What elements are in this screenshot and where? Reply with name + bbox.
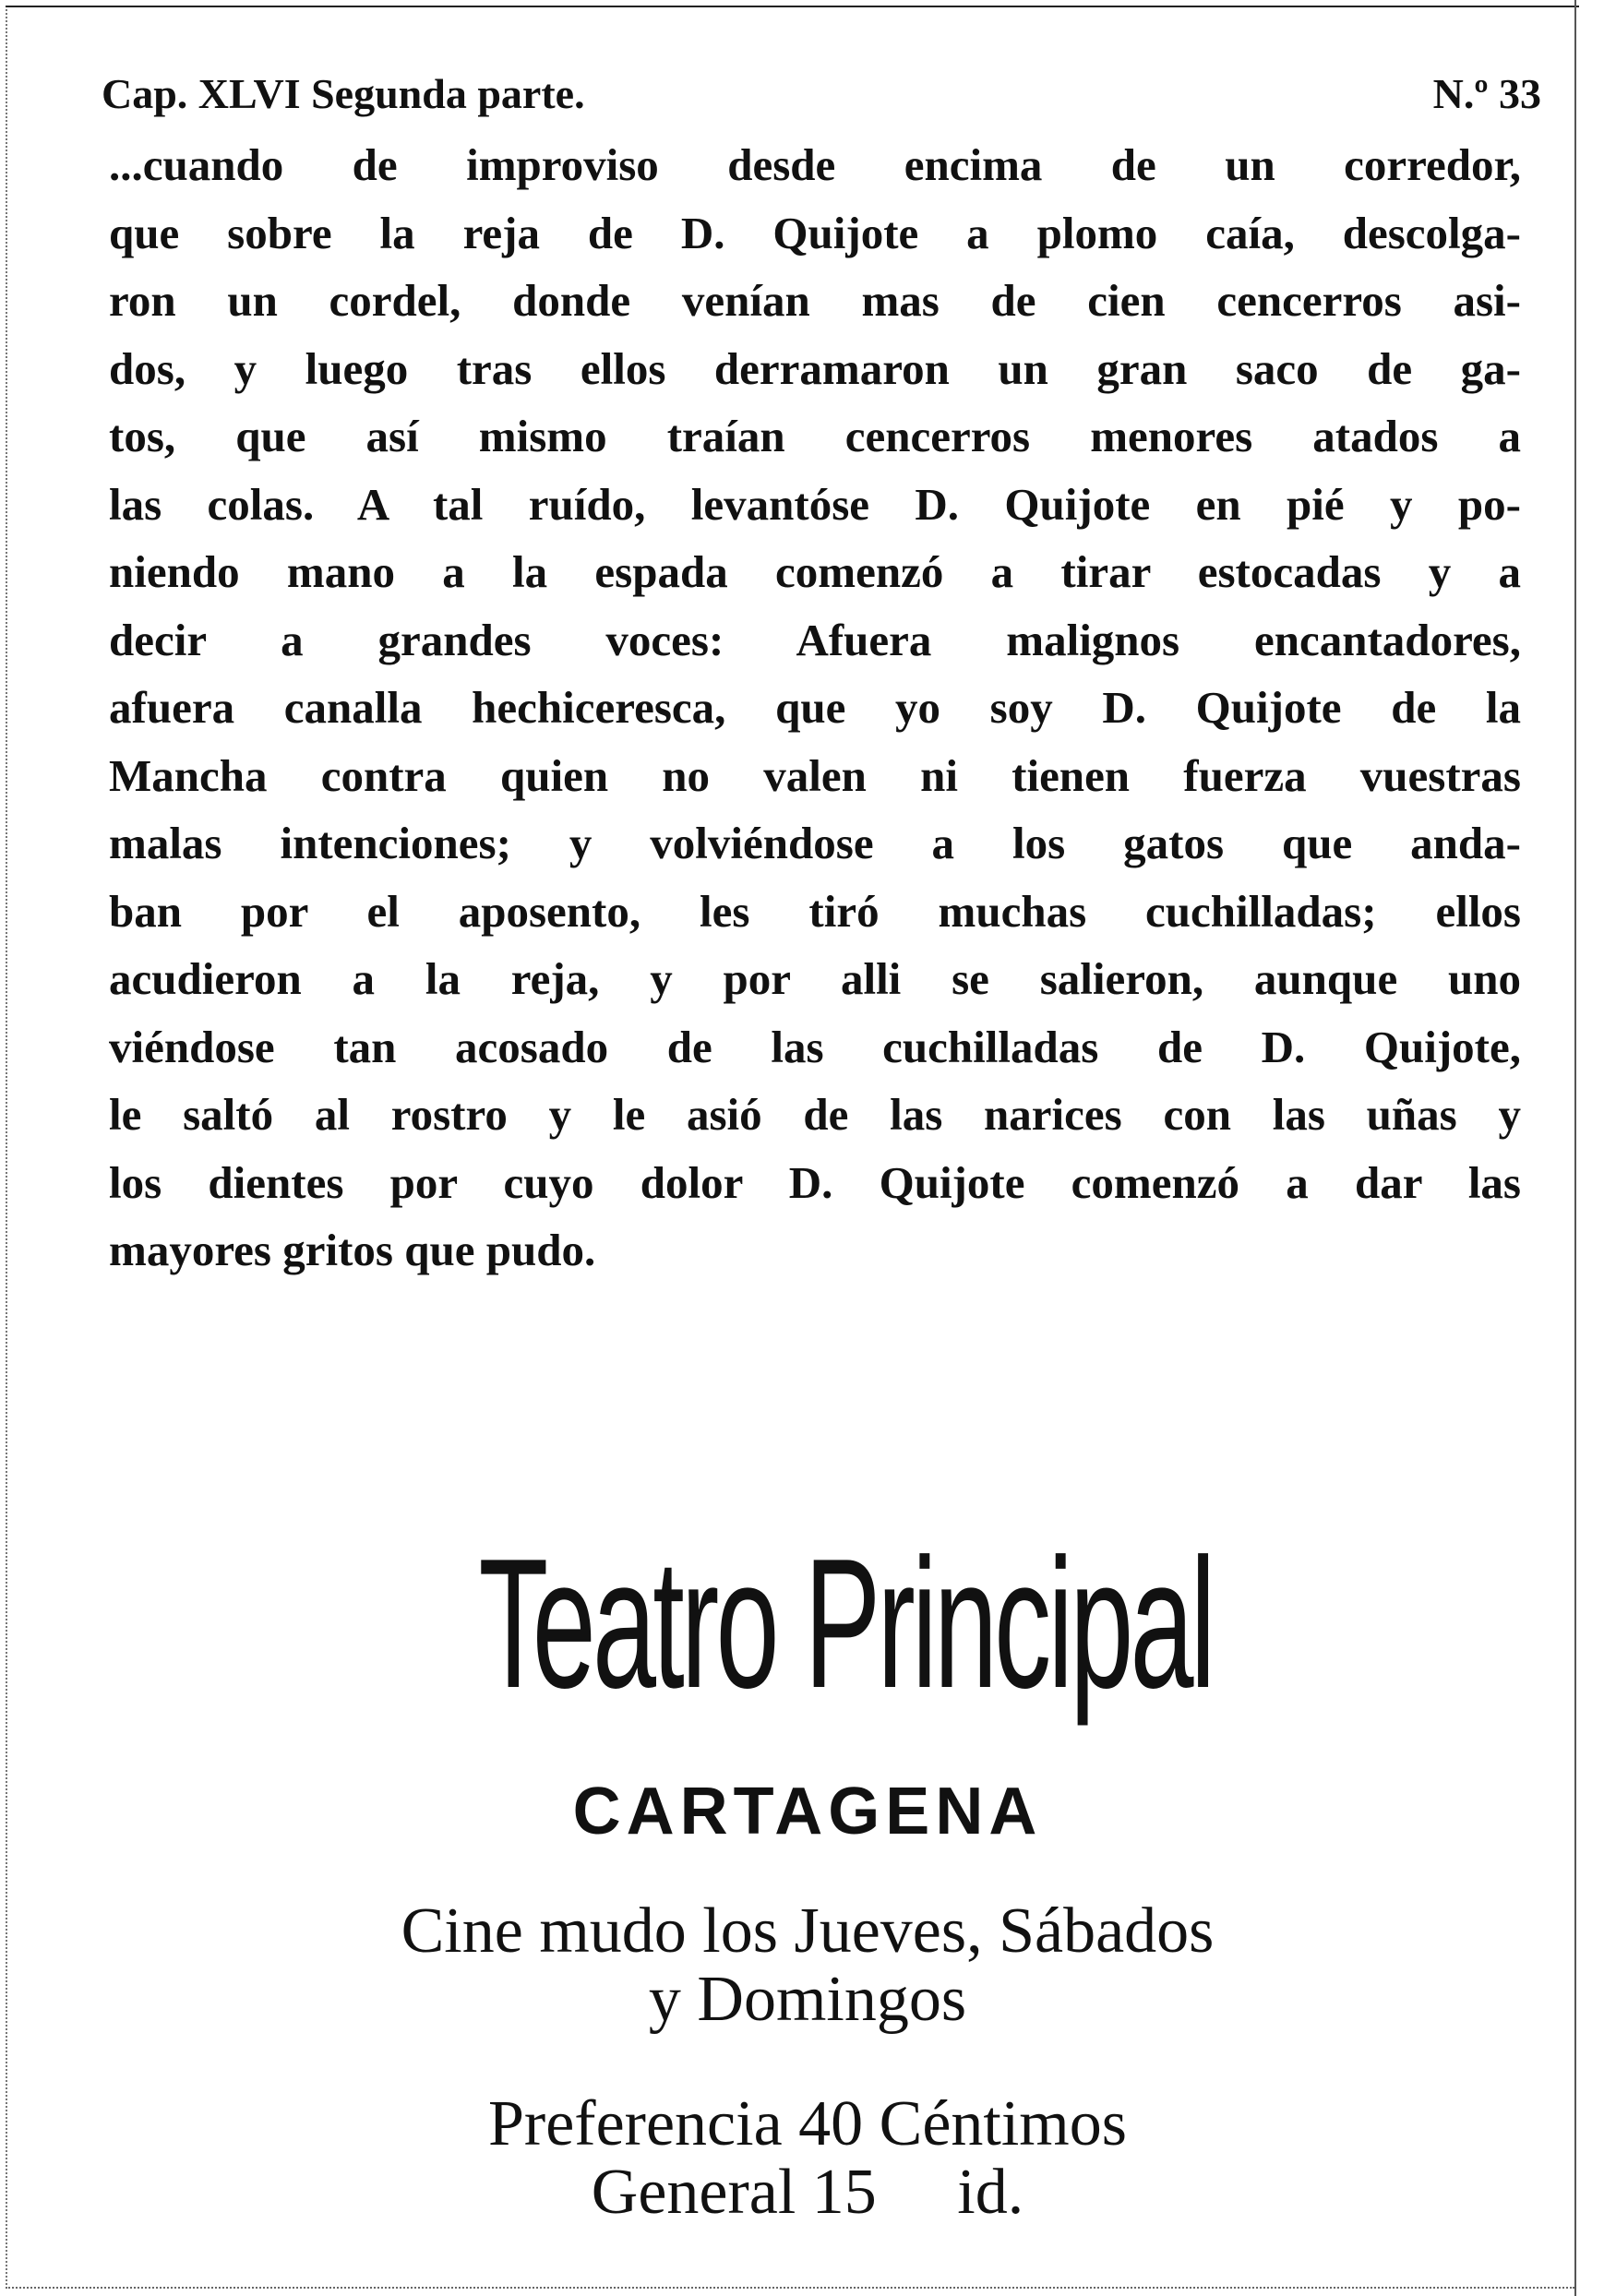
story-line: viéndose tan acosado de las cuchilladas de D. Quijote, bbox=[109, 1021, 1521, 1072]
story-line: niendo mano a la espada comenzó a tirar estocadas y a bbox=[109, 546, 1521, 597]
story-line: Mancha contra quien no valen ni tienen fuerza vuestras bbox=[109, 749, 1521, 801]
story-line: los dientes por cuyo dolor D. Quijote comenzó a dar las bbox=[109, 1156, 1521, 1208]
chapter-label: Cap. XLVI Segunda parte. bbox=[102, 70, 585, 117]
story-line: mayores gritos que pudo. bbox=[109, 1225, 596, 1275]
card-number: N.º 33 bbox=[1432, 70, 1541, 117]
right-border bbox=[1574, 0, 1576, 2296]
price-list bbox=[212, 2090, 1403, 2227]
story-line: dos, y luego tras ellos derramaron un gran saco de ga- bbox=[109, 342, 1521, 394]
story-line: ban por el aposento, les tiró muchas cuchilladas; ellos bbox=[109, 885, 1521, 937]
schedule-text bbox=[212, 1897, 1403, 2034]
story-text bbox=[109, 131, 1521, 1285]
left-border bbox=[6, 9, 7, 2289]
story-line: ron un cordel, donde venían mas de cien cencerros asi- bbox=[109, 275, 1521, 326]
story-line: decir a grandes voces: Afuera malignos encantadores, bbox=[109, 614, 1521, 665]
story-line: tos, que así mismo traían cencerros menores atados a bbox=[109, 411, 1521, 461]
story-line: le saltó al rostro y le asió de las narices con las uñas y bbox=[109, 1089, 1521, 1140]
schedule-line: Cine mudo los Jueves, Sábados bbox=[401, 1895, 1215, 1967]
schedule-line: y Domingos bbox=[648, 1964, 967, 2035]
top-border bbox=[6, 6, 1579, 7]
venue-title: Teatro Principal bbox=[478, 1521, 1213, 1727]
story-line: que sobre la reja de D. Quijote a plomo caía, descolga- bbox=[109, 207, 1521, 258]
story-line: afuera canalla hechiceresca, que yo soy D. Quijote de la bbox=[109, 682, 1521, 733]
story-line: las colas. A tal ruído, levantóse D. Quijote en pié y po- bbox=[109, 478, 1521, 530]
price-line: Preferencia 40 Céntimos bbox=[487, 2088, 1127, 2159]
story-line: ...cuando de improviso desde encima de un corredor, bbox=[109, 139, 1521, 190]
page-header bbox=[102, 66, 1541, 122]
city-name: CARTAGENA bbox=[572, 1775, 1043, 1848]
story-line: malas intenciones; y volviéndose a los gatos que anda- bbox=[109, 818, 1521, 868]
story-line: acudieron a la reja, y por alli se salieron, aunque uno bbox=[109, 953, 1521, 1004]
bottom-border bbox=[6, 2287, 1574, 2289]
price-line: General 15 id. bbox=[591, 2157, 1024, 2228]
